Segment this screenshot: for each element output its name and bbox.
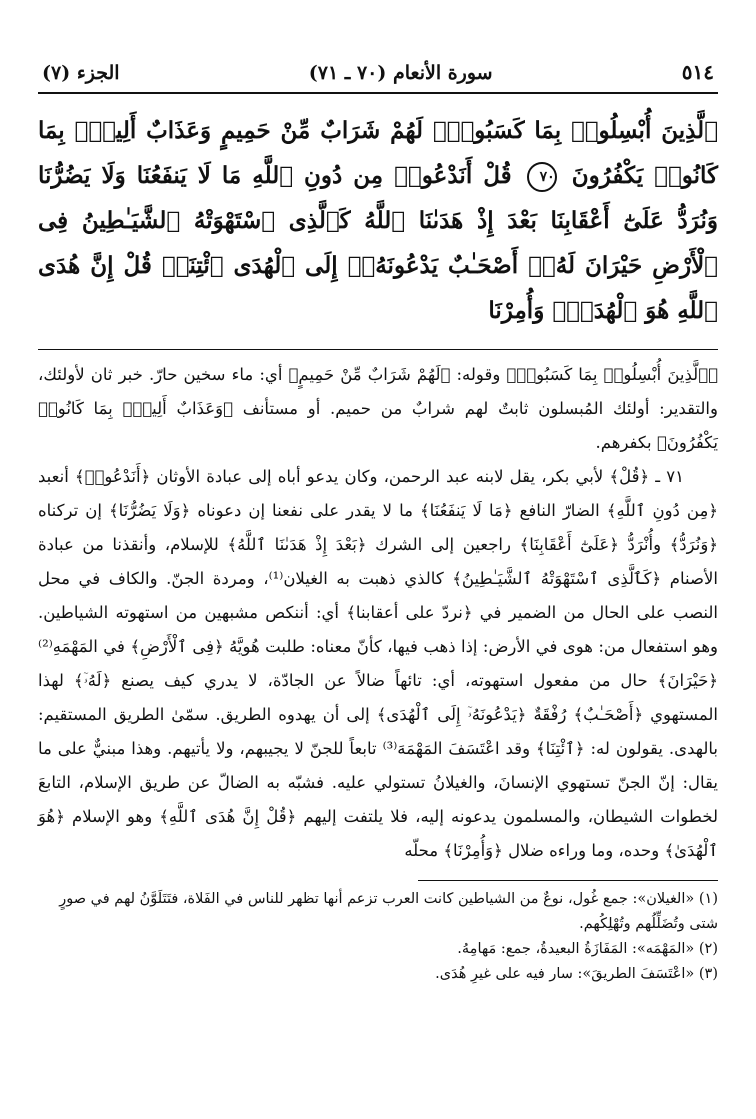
- page-header: [38, 60, 718, 94]
- footnote: (٣) «اعْتَسَفَ الطريقَ»: سار فيه على غيرِ هُدَى.: [435, 966, 718, 982]
- footnote: (٢) «المَهْمَه»: المَفَازَةُ البعيدةُ، جمع: مَهامِهُ.: [457, 941, 718, 957]
- verse-70-text: ٱلَّذِينَ أُبْسِلُوا۟ بِمَا كَسَبُوا۟ۖ لَهُمْ شَرَابٌ مِّنْ حَمِيمٍ وَعَذَابٌ أَلِيمٌۢ بِمَا كَانُوا۟ يَكْفُرُونَ: [38, 117, 719, 189]
- verse-number-70: ٧٠: [527, 162, 557, 192]
- page: [38, 60, 718, 987]
- quran-verses: [38, 108, 718, 333]
- footnote-divider: [418, 880, 718, 881]
- footnote: (١) «الغيلان»: جمع غُول، نوعٌ من الشياطين كانت العرب تزعم أنها تظهر للناس في الفَلاة، فتَتَلَوَّنُ لهم في صورٍ شتى وتُضَلِّلُهم وتُهْلِكُهم.: [59, 891, 718, 932]
- verse-71-text: قُلْ أَنَدْعُوا۟ مِن دُونِ ٱللَّهِ مَا لَا يَنفَعُنَا وَلَا يَضُرُّنَا وَنُرَدُّ عَلَىٰٓ أَعْقَابِنَا بَعْدَ إِذْ هَدَىٰنَا ٱللَّهُ كَٱلَّذِى ٱسْتَهْوَتْهُ ٱلشَّيَـٰطِينُ فِى ٱلْأَرْضِ حَيْرَانَ لَهُۥٓ أَصْحَـٰبٌ يَدْعُونَهُۥٓ إِلَى ٱلْهُدَى ٱئْتِنَاۗ قُلْ إِنَّ هُدَى ٱللَّهِ هُوَ ٱلْهُدَىٰۖ وَأُمِرْنَا: [38, 162, 718, 324]
- tafsir-commentary: [38, 358, 718, 868]
- commentary-paragraph: ٧١ ـ ﴿قُلْ﴾ لأبي بكر، يقل لابنه عبد الرحمن، وكان يدعو أباه إلى عبادة الأوثان ﴿أَنَدْعُوا۟﴾ أنعبد ﴿مِن دُونِ ٱللَّهِ﴾ الضارّ النافع ﴿مَا لَا يَنفَعُنَا﴾ ما لا يقدر على نفعنا إن دعوناه ﴿وَلَا يَضُرُّنَا﴾ إن تركناه ﴿وَنُرَدُّ﴾ وأُنْرَدُّ ﴿عَلَىٰٓ أَعْقَابِنَا﴾ راجعين إلى الشرك ﴿بَعْدَ إِذْ هَدَىٰنَا ٱللَّهُ﴾ للإسلام، وأنقذنا من عبادة الأصنام ﴿كَٱلَّذِى ٱسْتَهْوَتْهُ ٱلشَّيَـٰطِينُ﴾ كالذي ذهبت به الغيلان⁽¹⁾، ومردة الجنّ. والكاف في محل النصب على الحال من الضمير في ﴿نردّ على أعقابنا﴾ أي: أننكص مشبهين من استهوته الشياطين. وهو استفعال من: هوى في الأرض: إذا ذهب فيها، كأنّ معناه: طلبت هُويَّهُ ﴿فِى ٱلْأَرْضِ﴾ في المَهْمَهِ⁽²⁾ ﴿حَيْرَانَ﴾ حال من مفعول استهوته، أي: تائهاً ضالاً عن الجادّة، لا يدري كيف يصنع ﴿لَهُۥٓ﴾ لهذا المستهوي ﴿أَصْحَـٰبٌ﴾ رُفْقَةٌ ﴿يَدْعُونَهُۥٓ إِلَى ٱلْهُدَى﴾ إلى أن يهدوه الطريق. سمّىٰ الطريق المستقيم: بالهدى. يقولون له: ﴿ٱئْتِنَا﴾ وقد اعْتَسَفَ المَهْمَهَ⁽³⁾ تابعاً للجنّ لا يجيبهم، ولا يأتيهم. وهذا مبنيٌّ على ما يقال: إنّ الجنّ تستهوي الإنسانَ، والغيلانُ تستولي عليه. فشبّه به الضالّ عن طريق الإسلام، التابعَ لخطوات الشيطان، والمسلمون يدعونه إليه، فلا يلتفت إليهم ﴿قُلْ إِنَّ هُدَى ٱللَّهِ﴾ وهو الإسلام ﴿هُوَ ٱلْهُدَىٰ﴾ وحده، وما وراءه ضلال ﴿وَأُمِرْنَا﴾ محلّه: [38, 467, 718, 860]
- footnotes: [38, 887, 718, 987]
- commentary-paragraph: ﴿ٱلَّذِينَ أُبْسِلُوا۟ بِمَا كَسَبُوا۟﴾ وقوله: ﴿لَهُمْ شَرَابٌ مِّنْ حَمِيمٍ﴾ أي: ماء سخين حارّ. خبر ثان لأولئك، والتقدير: أولئك المُبسلون ثابتٌ لهم شرابٌ من حميم. أو مستأنف ﴿وَعَذَابٌ أَلِيمٌۢ بِمَا كَانُوا۟ يَكْفُرُونَ﴾ بكفرهم.: [38, 365, 718, 452]
- section-divider: [38, 349, 718, 350]
- surah-title: سورة الأنعام (٧٠ ـ ٧١): [308, 62, 493, 84]
- juz-label: الجزء (٧): [42, 62, 120, 84]
- page-number: ٥١٤: [681, 60, 714, 84]
